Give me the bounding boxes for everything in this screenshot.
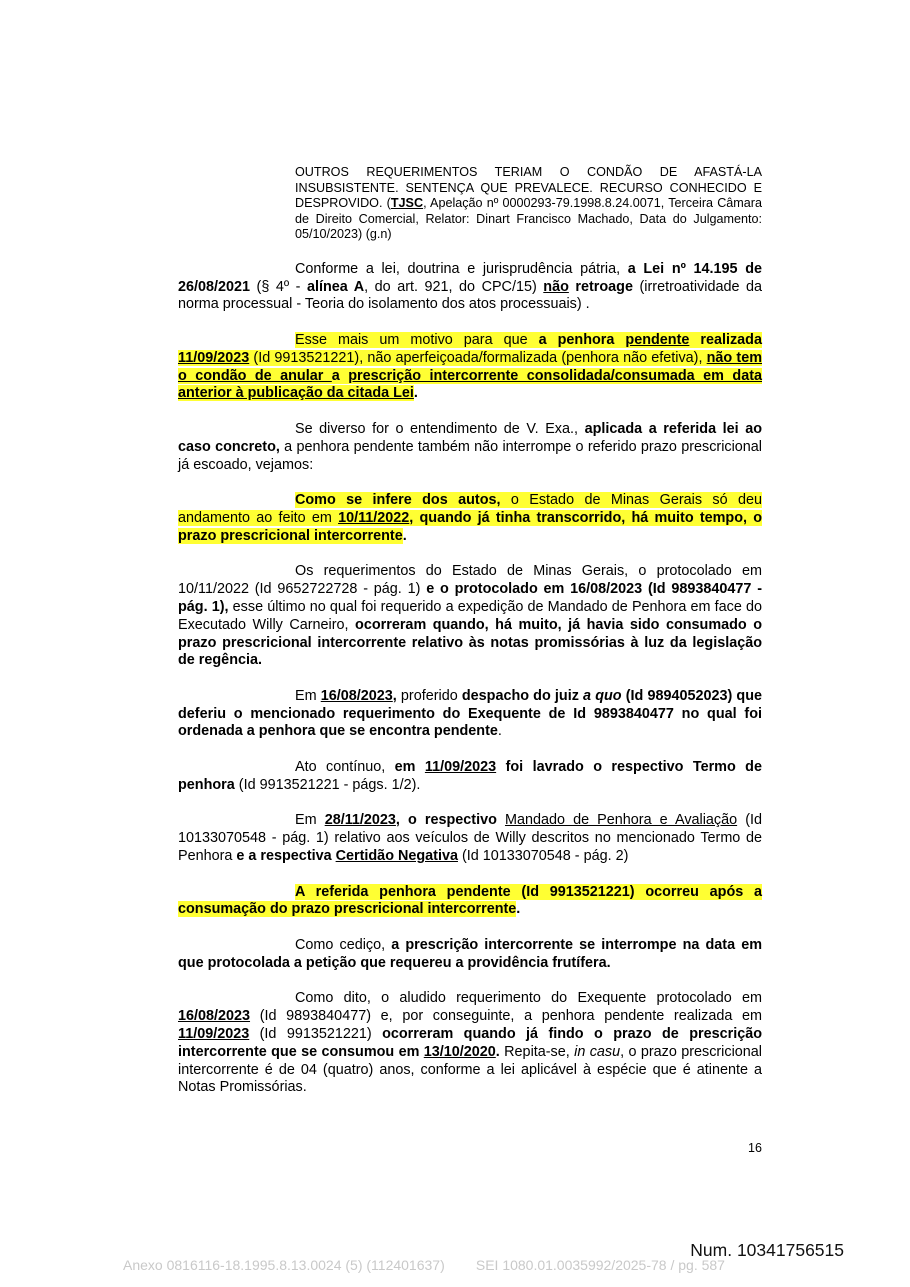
jurisprudence-quote: OUTROS REQUERIMENTOS TERIAM O CONDÃO DE AFASTÁ-LA INSUBSISTENTE. SENTENÇA QUE PREVALECE. RECURSO CONHECIDO E DESPROVIDO. (TJSC, Apelação nº 0000293-79.1998.8.24.0071, Terceira Câmara de Direito Comercial, Relator: Dinart Francisco Machado, Data do Julgamento: 05/10/2023) (g.n) bbox=[295, 165, 763, 242]
paragraph-9-highlighted: A referida penhora pendente (Id 9913521221) ocorreu após a consumação do prazo prescricional intercorrente. bbox=[178, 883, 762, 918]
document-body bbox=[178, 165, 762, 1097]
footer-annex-reference: Anexo 0816116-18.1995.8.13.0024 (5) (112401637) SEI 1080.01.0035992/2025-78 / pg. 587 bbox=[123, 1257, 725, 1273]
paragraph-8: Em 28/11/2023, o respectivo Mandado de Penhora e Avaliação (Id 10133070548 - pág. 1) relativo aos veículos de Willy descritos no mencionado Termo de Penhora e a respectiva Certidão Negativa (Id 10133070548 - pág. 2) bbox=[178, 812, 763, 865]
paragraph-6: Em 16/08/2023, proferido despacho do juiz a quo (Id 9894052023) que deferiu o mencionado requerimento do Exequente de Id 9893840477 no qual foi ordenada a penhora que se encontra pendente. bbox=[178, 687, 763, 740]
paragraph-1: Conforme a lei, doutrina e jurisprudência pátria, a Lei nº 14.195 de 26/08/2021 (§ 4º - alínea A, do art. 921, do CPC/15) não retroage (irretroatividade da norma processual - Teoria do isolamento dos atos processuais) . bbox=[178, 260, 763, 313]
document-number: Num. 10341756515 bbox=[690, 1240, 844, 1260]
paragraph-5: Os requerimentos do Estado de Minas Gerais, o protocolado em 10/11/2022 (Id 9652722728 - pág. 1) e o protocolado em 16/08/2023 (Id 9893840477 - pág. 1), esse último no qual foi requerido a expedição de Mandado de Penhora em face do Executado Willy Carneiro, ocorreram quando, há muito, já havia sido consumado o prazo prescricional intercorrente relativo às notas promissórias à luz da legislação de regência. bbox=[178, 563, 763, 669]
paragraph-10: Como cediço, a prescrição intercorrente se interrompe na data em que protocolada a petição que requereu a providência frutífera. bbox=[178, 937, 762, 971]
paragraph-2-highlighted: Esse mais um motivo para que a penhora pendente realizada 11/09/2023 (Id 9913521221), não aperfeiçoada/formalizada (penhora não efetiva), não tem o condão de anular a prescrição intercorrente consolidada/consumada em data anterior à publicação da citada Lei. bbox=[178, 331, 762, 402]
page-number: 16 bbox=[748, 1141, 762, 1155]
paragraph-3: Se diverso for o entendimento de V. Exa., aplicada a referida lei ao caso concreto, a penhora pendente também não interrompe o referido prazo prescricional já escoado, vejamos: bbox=[178, 420, 763, 473]
paragraph-4-highlighted: Como se infere dos autos, o Estado de Minas Gerais só deu andamento ao feito em 10/11/2022, quando já tinha transcorrido, há muito tempo, o prazo prescricional intercorrente. bbox=[178, 492, 763, 544]
paragraph-11: Como dito, o aludido requerimento do Exequente protocolado em 16/08/2023 (Id 9893840477) e, por conseguinte, a penhora pendente realizada em 11/09/2023 (Id 9913521221) ocorreram quando já findo o prazo de prescrição intercorrente que se consumou em 13/10/2020. Repita-se, in casu, o prazo prescricional intercorrente é de 04 (quatro) anos, conforme a lei aplicável à espécie que é atinente a Notas Promissórias. bbox=[178, 990, 762, 1096]
paragraph-7: Ato contínuo, em 11/09/2023 foi lavrado o respectivo Termo de penhora (Id 9913521221 - págs. 1/2). bbox=[178, 759, 762, 793]
